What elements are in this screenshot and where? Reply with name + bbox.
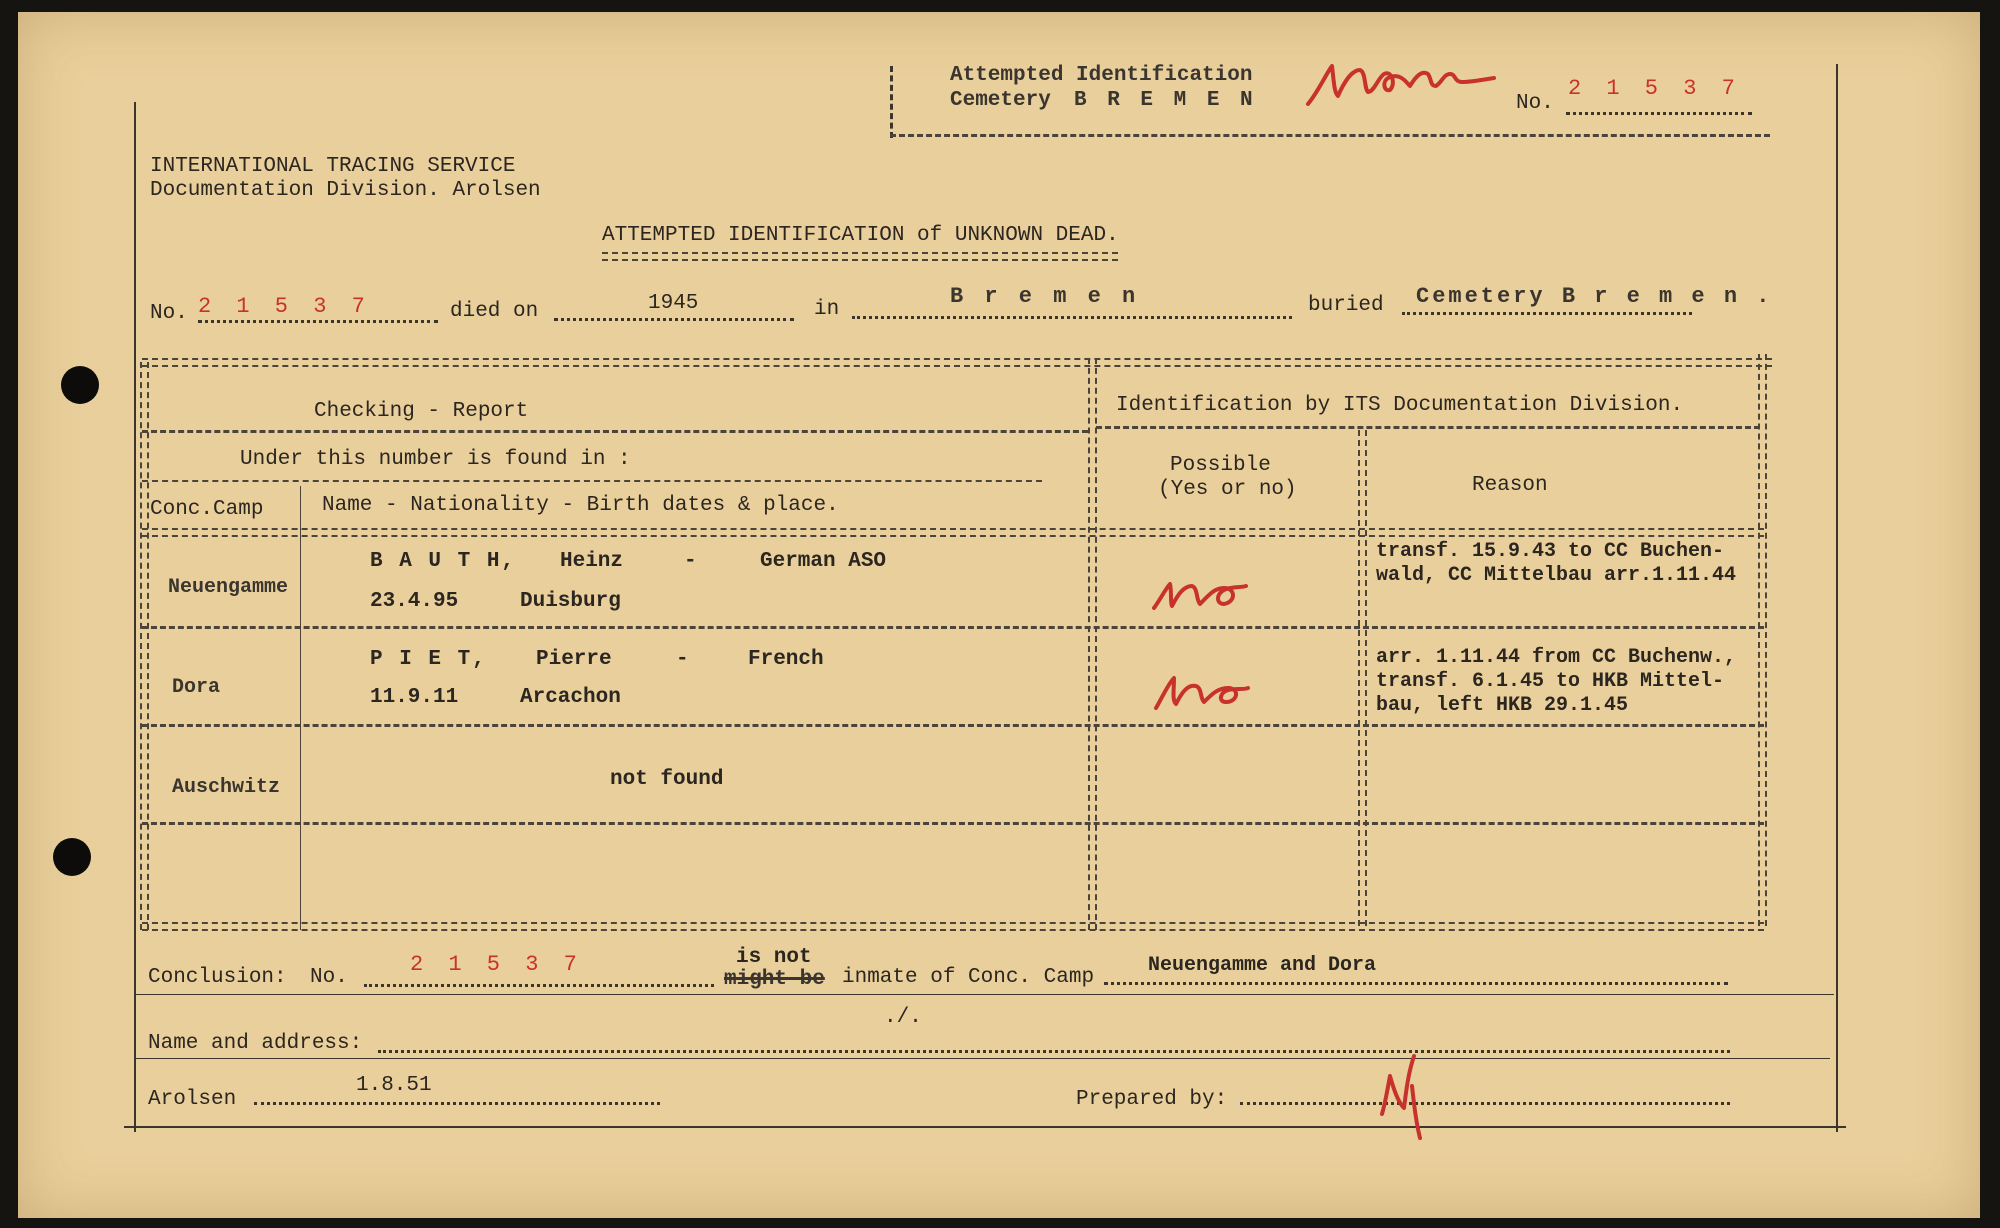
col-possible-header-2: (Yes or no) — [1158, 478, 1297, 501]
record-place-value: B r e m e n — [950, 284, 1140, 309]
header-no-dots — [1566, 112, 1752, 115]
org-line2: Documentation Division. Arolsen — [150, 179, 541, 202]
row3-bottom-rule — [142, 822, 1764, 825]
record-place-dots — [852, 316, 1292, 319]
record-no-value: 2 1 5 3 7 — [198, 294, 371, 319]
row1-camp: Neuengamme — [168, 576, 289, 599]
date-dots — [254, 1102, 660, 1105]
title-underline — [602, 252, 1118, 261]
frame-left-line — [134, 102, 136, 1132]
conclusion-inmate-text: inmate of Conc. Camp — [842, 966, 1095, 989]
record-no-dots — [198, 320, 438, 323]
record-died-dots — [554, 318, 794, 321]
row2-firstname: Pierre — [536, 648, 612, 671]
header-no-value: 2 1 5 3 7 — [1568, 76, 1741, 101]
conclusion-is-not: is not — [736, 946, 812, 969]
row2-surname: P I E T, — [370, 648, 487, 671]
table-right-rule — [1758, 354, 1767, 926]
row1-birthdate: 23.4.95 — [370, 590, 459, 613]
table-center-rule — [1088, 358, 1097, 930]
row1-surname: B A U T H, — [370, 550, 517, 573]
header-no-label: No. — [1516, 92, 1554, 115]
row2-reason-2: transf. 6.1.45 to HKB Mittel- — [1376, 670, 1725, 693]
punch-hole-top — [61, 366, 99, 404]
col-reason-header: Reason — [1472, 474, 1548, 497]
date-value: 1.8.51 — [356, 1074, 432, 1097]
annotation-none-handwriting — [1304, 52, 1504, 112]
row2-reason-1: arr. 1.11.44 from CC Buchenw., — [1376, 646, 1737, 669]
conclusion-no-value: 2 1 5 3 7 — [410, 952, 583, 977]
signature-initials — [1376, 1052, 1436, 1142]
row2-bottom-rule — [142, 724, 1764, 727]
conclusion-no-dots — [364, 984, 714, 987]
record-buried-value: Cemetery B r e m e n . — [1416, 284, 1773, 309]
row3-note: not found — [610, 768, 724, 791]
row1-dash: - — [684, 550, 697, 573]
row1-reason-2: wald, CC Mittelbau arr.1.11.44 — [1376, 564, 1737, 587]
row2-camp: Dora — [172, 676, 221, 699]
name-address-label: Name and address: — [148, 1032, 363, 1055]
mid-mark: ./. — [884, 1006, 922, 1029]
identification-header: Identification by ITS Documentation Division. — [1116, 394, 1684, 417]
record-buried-dots — [1402, 312, 1692, 315]
header-box-cemetery-value: B R E M E N — [1074, 89, 1257, 112]
frame-right-line — [1836, 64, 1838, 1132]
row2-birthdate: 11.9.11 — [370, 686, 459, 709]
row1-reason-1: transf. 15.9.43 to CC Buchen- — [1376, 540, 1725, 563]
record-died-value: 1945 — [648, 292, 699, 315]
col-name-header: Name - Nationality - Birth dates & place. — [322, 494, 839, 517]
found-in-subheader: Under this number is found in : — [240, 448, 631, 471]
conclusion-underline — [134, 994, 1834, 995]
column-header-rule — [142, 528, 1764, 537]
name-address-underline — [134, 1058, 1830, 1059]
name-address-dots — [378, 1050, 1730, 1053]
prepared-by-dots — [1240, 1102, 1730, 1105]
table-left-rule — [140, 362, 149, 930]
header-row-rule-left — [142, 430, 1088, 433]
punch-hole-bottom — [53, 838, 91, 876]
conclusion-struck-text: might be — [724, 968, 825, 991]
row2-possible-no-handwriting — [1152, 664, 1252, 714]
conclusion-no-label: No. — [310, 966, 348, 989]
row1-nationality: German ASO — [760, 550, 887, 573]
table-camp-rule — [300, 486, 301, 930]
place-label: Arolsen — [148, 1088, 237, 1111]
table-top-rule — [142, 358, 1772, 367]
row2-dash: - — [676, 648, 689, 671]
conclusion-label: Conclusion: — [148, 966, 287, 989]
row2-nationality: French — [748, 648, 824, 671]
frame-bottom-line — [124, 1126, 1846, 1128]
document-title: ATTEMPTED IDENTIFICATION of UNKNOWN DEAD. — [602, 224, 1119, 247]
record-died-label: died on — [450, 300, 539, 323]
record-no-label: No. — [150, 302, 188, 325]
subheader-row-rule — [142, 480, 1042, 482]
col-possible-header-1: Possible — [1170, 454, 1271, 477]
row1-possible-no-handwriting — [1150, 566, 1250, 616]
conclusion-camps-dots — [1104, 982, 1728, 985]
header-row-rule-right — [1096, 426, 1760, 429]
header-box-bottom — [890, 134, 1770, 137]
conclusion-camps-value: Neuengamme and Dora — [1148, 954, 1377, 977]
document-card — [18, 12, 1980, 1218]
table-reason-rule — [1358, 430, 1367, 926]
org-line1: INTERNATIONAL TRACING SERVICE — [150, 155, 516, 178]
prepared-by-label: Prepared by: — [1076, 1088, 1228, 1111]
row2-reason-3: bau, left HKB 29.1.45 — [1376, 694, 1629, 717]
table-bottom-rule — [142, 922, 1764, 931]
row3-camp: Auschwitz — [172, 776, 281, 799]
row1-bottom-rule — [142, 626, 1764, 629]
record-in-label: in — [814, 298, 840, 321]
row1-birthplace: Duisburg — [520, 590, 621, 613]
record-buried-label: buried — [1308, 294, 1384, 317]
header-box-left — [890, 66, 893, 138]
checking-report-header: Checking - Report — [314, 400, 529, 423]
header-box-line1: Attempted Identification — [950, 64, 1253, 87]
row2-birthplace: Arcachon — [520, 686, 621, 709]
row1-firstname: Heinz — [560, 550, 624, 573]
col-camp-header: Conc.Camp — [150, 498, 264, 521]
header-box-cemetery-label: Cemetery — [950, 89, 1051, 112]
